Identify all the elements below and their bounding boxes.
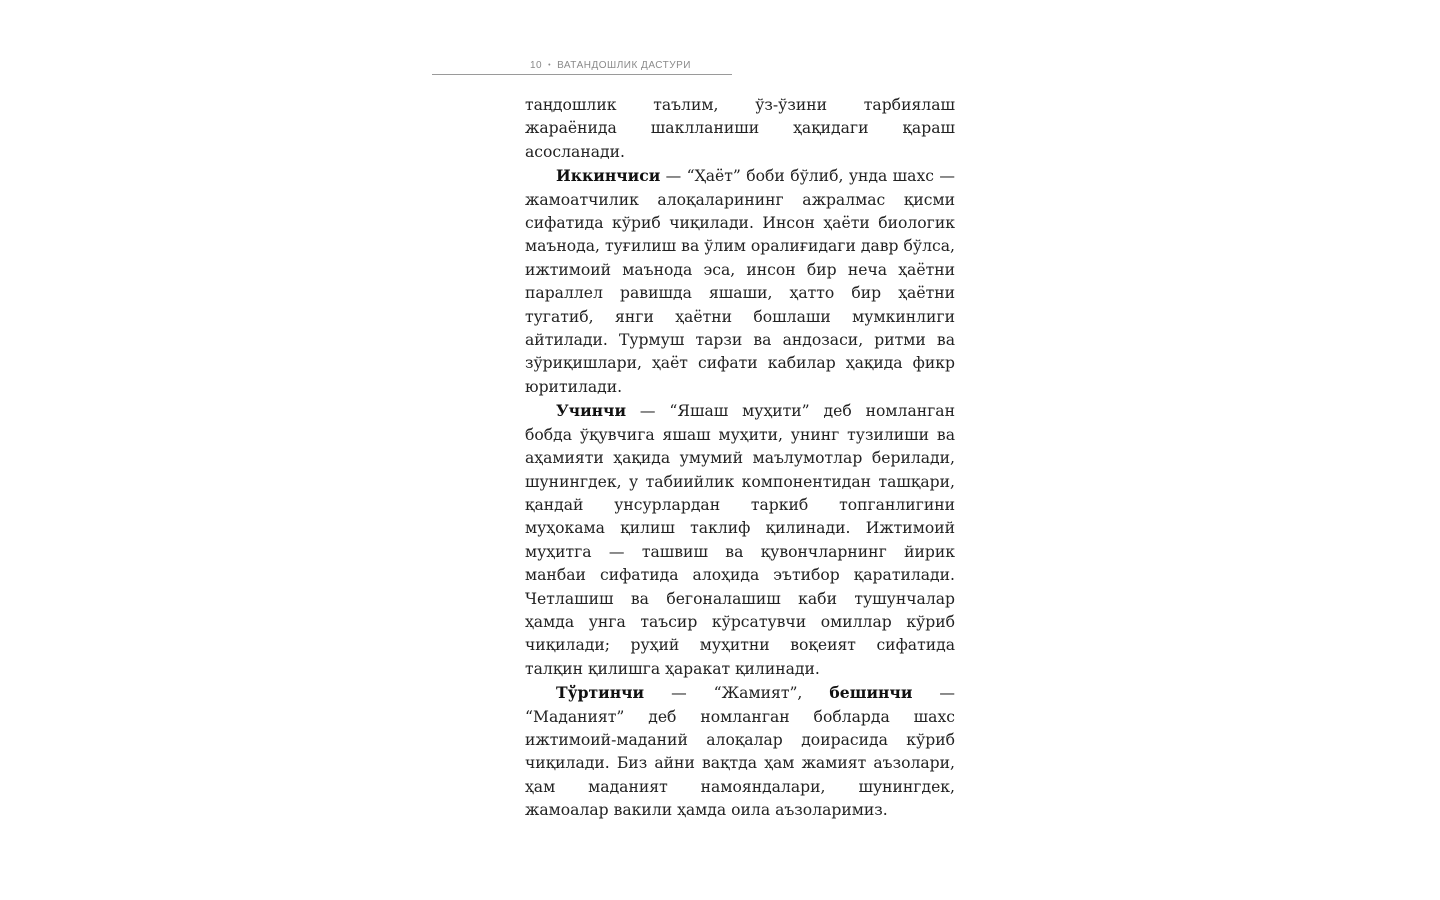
paragraph-text: — “Жамият”,	[644, 684, 830, 703]
running-header	[432, 58, 732, 75]
paragraph-continuation	[525, 94, 955, 164]
running-title: ВАТАНДОШЛИК ДАСТУРИ	[557, 60, 691, 71]
paragraph-text: — “Яшаш муҳити” деб номланган бобда ўқувчига яшаш муҳити, унинг тузилиши ва аҳамияти ҳақида умумий маълумотлар берилади, шунингдек, у табиийлик компонентидан ташқари, қандай унсурлардан таркиб топганлигини муҳокама қилиш таклиф қилинади. Ижтимоий муҳитга — ташвиш ва қувончларнинг йирик манбаи сифатида алоҳида эътибор қаратилади. Четлашиш ва бегоналашиш каби тушунчалар ҳамда унга таъсир кўрсатувчи омиллар кўриб чиқилади; руҳий муҳитни воқеият сифатида талқин қилишга ҳаракат қилинади.	[525, 402, 955, 678]
paragraph-text: таңдошлик таълим, ўз-ўзини тарбиялаш жараёнида шаклланиши ҳақидаги қараш асосланади.	[525, 96, 955, 161]
paragraph-second-chapter	[525, 164, 955, 399]
header-separator: •	[548, 62, 552, 69]
paragraph-fourth-fifth-chapter	[525, 681, 955, 822]
paragraph-lead: Учинчи	[556, 401, 627, 421]
paragraph-text: — “Ҳаёт” боби бўлиб, унда шахс — жамоатчилик алоқаларининг ажралмас қисми сифатида кўриб чиқилади. Инсон ҳаёти биологик маънода, туғилиш ва ўлим оралиғидаги давр бўлса, ижтимоий маънода эса, инсон бир неча ҳаётни параллел равишда яшаши, ҳатто бир ҳаётни тугатиб, янги ҳаётни бошлаши мумкинлиги айтилади. Турмуш тарзи ва андозаси, ритми ва зўриқишлари, ҳаёт сифати кабилар ҳақида фикр юритилади.	[525, 167, 955, 396]
page-number: 10	[530, 60, 543, 71]
page-body	[525, 94, 955, 823]
paragraph-text-secondary: — “Маданият” деб номланган бобларда шахс ижтимоий-маданий алоқалар доирасида кўриб чиқилади. Биз айни вақтда ҳам жамият аъзолари, ҳам маданият намояндалари, шунингдек, жамоалар вакили ҳамда оила аъзоларимиз.	[525, 684, 955, 820]
running-header-line	[530, 60, 691, 71]
paragraph-lead-secondary: бешинчи	[829, 683, 913, 703]
paragraph-lead: Тўртинчи	[556, 683, 645, 703]
paragraph-third-chapter	[525, 399, 955, 681]
paragraph-lead: Иккинчиси	[556, 166, 661, 186]
